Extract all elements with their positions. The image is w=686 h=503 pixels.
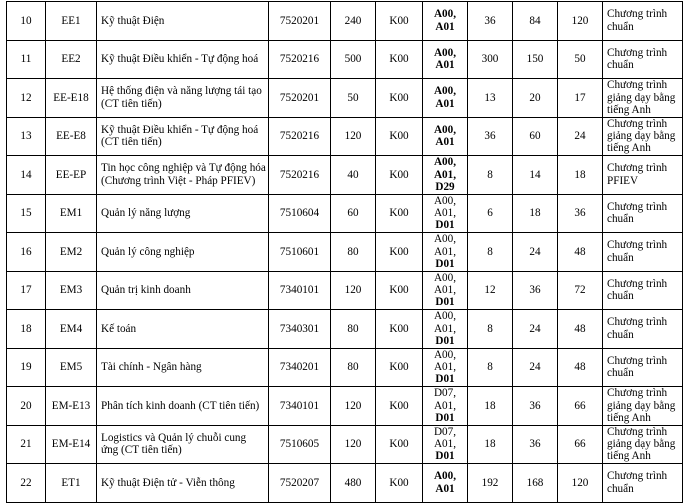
count-3-cell: 66 [558, 387, 603, 426]
program-type-line: giảng dạy bằng [607, 399, 676, 412]
subject-combos-cell [423, 79, 468, 118]
program-type-cell [603, 464, 683, 503]
count-2-cell: 84 [513, 2, 558, 41]
count-2-cell: 168 [513, 464, 558, 503]
program-type-line: giảng dạy bằng [607, 438, 676, 451]
table-row [7, 40, 683, 79]
program-code-cell: EM-E13 [46, 387, 97, 426]
subject-combo: A00, [433, 470, 457, 483]
quota-cell: 240 [331, 2, 376, 41]
subject-combos-cell [423, 194, 468, 233]
count-3-cell: 72 [558, 271, 603, 310]
program-code-cell: EE-E18 [46, 79, 97, 118]
count-2-cell: 20 [513, 79, 558, 118]
subject-combo: D01 [435, 411, 455, 424]
row-number-cell: 18 [7, 310, 46, 349]
subject-combo: A00, [433, 233, 457, 246]
subject-combos-cell [423, 156, 468, 195]
program-code-cell: EE2 [46, 40, 97, 79]
quota-cell: 480 [331, 464, 376, 503]
count-3-cell: 48 [558, 310, 603, 349]
major-code-cell: 7510605 [269, 425, 331, 464]
program-type-cell [603, 194, 683, 233]
subject-combos-cell [423, 2, 468, 41]
quota-cell: 120 [331, 425, 376, 464]
quota-cell: 80 [331, 233, 376, 272]
count-1-cell: 18 [468, 425, 513, 464]
major-code-cell: 7340301 [269, 310, 331, 349]
program-code-cell: EM4 [46, 310, 97, 349]
program-type-line: tiếng Anh [607, 450, 651, 463]
count-1-cell: 18 [468, 387, 513, 426]
program-type-cell [603, 40, 683, 79]
program-type-line: Chương trình [607, 46, 668, 59]
program-type-line: Chương trình [607, 239, 668, 252]
table-row [7, 79, 683, 118]
count-3-cell: 48 [558, 233, 603, 272]
count-1-cell: 8 [468, 156, 513, 195]
count-1-cell: 8 [468, 310, 513, 349]
count-2-cell: 36 [513, 387, 558, 426]
table-row [7, 271, 683, 310]
row-number-cell: 21 [7, 425, 46, 464]
row-number-cell: 14 [7, 156, 46, 195]
subject-combo: A01 [435, 136, 455, 149]
count-1-cell: 8 [468, 348, 513, 387]
program-type-line: Chương trình [607, 354, 668, 367]
program-name-cell: Kỹ thuật Điều khiển - Tự động hoá (CT tiên tiến) [97, 117, 269, 156]
program-code-cell: EE1 [46, 2, 97, 41]
block-cell: K00 [376, 40, 423, 79]
row-number-cell: 19 [7, 348, 46, 387]
block-cell: K00 [376, 79, 423, 118]
table-row [7, 117, 683, 156]
program-code-cell: EM5 [46, 348, 97, 387]
subject-combo: A01 [435, 59, 455, 72]
program-type-line: chuẩn [607, 290, 634, 303]
program-code-cell: EM2 [46, 233, 97, 272]
row-number-cell: 13 [7, 117, 46, 156]
count-1-cell: 192 [468, 464, 513, 503]
count-2-cell: 36 [513, 271, 558, 310]
quota-cell: 80 [331, 348, 376, 387]
count-3-cell: 48 [558, 348, 603, 387]
program-type-line: PFIEV [607, 174, 639, 187]
table-row [7, 348, 683, 387]
block-cell: K00 [376, 233, 423, 272]
count-2-cell: 60 [513, 117, 558, 156]
count-3-cell: 66 [558, 425, 603, 464]
block-cell: K00 [376, 464, 423, 503]
quota-cell: 120 [331, 117, 376, 156]
major-code-cell: 7520207 [269, 464, 331, 503]
quota-cell: 120 [331, 387, 376, 426]
program-type-line: Chương trình [607, 79, 668, 92]
table-row [7, 156, 683, 195]
count-3-cell: 24 [558, 117, 603, 156]
program-type-line: giảng dạy bằng [607, 91, 676, 104]
program-type-line: Chương trình [607, 425, 668, 438]
table-row [7, 387, 683, 426]
major-code-cell: 7520216 [269, 117, 331, 156]
count-1-cell: 36 [468, 2, 513, 41]
program-type-cell [603, 2, 683, 41]
count-3-cell: 36 [558, 194, 603, 233]
program-type-line: Chương trình [607, 387, 668, 400]
row-number-cell: 11 [7, 40, 46, 79]
subject-combo: A01, [433, 322, 457, 335]
count-2-cell: 36 [513, 425, 558, 464]
major-code-cell: 7510604 [269, 194, 331, 233]
program-type-line: Chương trình [607, 316, 668, 329]
program-type-line: tiếng Anh [607, 411, 651, 424]
program-code-cell: EM-E14 [46, 425, 97, 464]
quota-cell: 40 [331, 156, 376, 195]
major-code-cell: 7520201 [269, 79, 331, 118]
subject-combo: A00, [433, 310, 457, 323]
program-type-line: chuẩn [607, 482, 634, 495]
row-number-cell: 20 [7, 387, 46, 426]
admissions-table [6, 1, 683, 503]
subject-combo: A01 [435, 97, 455, 110]
program-code-cell: EM1 [46, 194, 97, 233]
program-type-line: chuẩn [607, 367, 634, 380]
subject-combo: A00, [433, 46, 457, 59]
program-type-line: Chương trình [607, 200, 668, 213]
subject-combo: A01, [433, 168, 457, 181]
block-cell: K00 [376, 117, 423, 156]
program-type-cell [603, 156, 683, 195]
program-type-cell [603, 387, 683, 426]
major-code-cell: 7520216 [269, 156, 331, 195]
row-number-cell: 17 [7, 271, 46, 310]
subject-combo: D01 [435, 296, 455, 309]
program-type-cell [603, 79, 683, 118]
program-type-line: Chương trình [607, 162, 668, 175]
program-name-cell: Logistics và Quản lý chuỗi cung ứng (CT tiên tiến) [97, 425, 269, 464]
program-type-line: chuẩn [607, 59, 634, 72]
program-type-line: Chương trình [607, 8, 668, 21]
major-code-cell: 7340201 [269, 348, 331, 387]
table-row [7, 2, 683, 41]
subject-combos-cell [423, 425, 468, 464]
program-code-cell: EE-E8 [46, 117, 97, 156]
subject-combos-cell [423, 40, 468, 79]
subject-combo: D01 [435, 373, 455, 386]
block-cell: K00 [376, 156, 423, 195]
program-name-cell: Kỹ thuật Điều khiển - Tự động hoá [97, 40, 269, 79]
program-type-line: chuẩn [607, 213, 634, 226]
count-3-cell: 120 [558, 464, 603, 503]
major-code-cell: 7520216 [269, 40, 331, 79]
subject-combo: A00, [433, 194, 457, 207]
subject-combo: A00, [433, 271, 457, 284]
table-body [7, 2, 683, 503]
program-code-cell: EM3 [46, 271, 97, 310]
subject-combos-cell [423, 310, 468, 349]
major-code-cell: 7510601 [269, 233, 331, 272]
program-name-cell: Quản lý năng lượng [97, 194, 269, 233]
count-1-cell: 12 [468, 271, 513, 310]
count-3-cell: 18 [558, 156, 603, 195]
subject-combo: D01 [435, 334, 455, 347]
row-number-cell: 10 [7, 2, 46, 41]
block-cell: K00 [376, 2, 423, 41]
subject-combo: D29 [435, 180, 455, 193]
count-2-cell: 150 [513, 40, 558, 79]
program-type-line: chuẩn [607, 328, 634, 341]
subject-combos-cell [423, 387, 468, 426]
program-type-cell [603, 117, 683, 156]
quota-cell: 120 [331, 271, 376, 310]
program-name-cell: Tài chính - Ngân hàng [97, 348, 269, 387]
major-code-cell: 7520201 [269, 2, 331, 41]
program-type-line: Chương trình [607, 470, 668, 483]
count-2-cell: 24 [513, 310, 558, 349]
subject-combo: D01 [435, 450, 455, 463]
subject-combo: A00, [433, 123, 457, 136]
subject-combo: A00, [433, 8, 457, 21]
count-2-cell: 18 [513, 194, 558, 233]
program-type-line: giảng dạy bằng [607, 130, 676, 143]
subject-combo: A01 [435, 482, 455, 495]
subject-combo: A01, [433, 284, 457, 297]
program-type-cell [603, 271, 683, 310]
row-number-cell: 22 [7, 464, 46, 503]
program-name-cell: Quản lý công nghiệp [97, 233, 269, 272]
program-type-cell [603, 425, 683, 464]
table-row [7, 310, 683, 349]
program-type-line: tiếng Anh [607, 142, 651, 155]
block-cell: K00 [376, 348, 423, 387]
subject-combos-cell [423, 348, 468, 387]
program-type-line: chuẩn [607, 251, 634, 264]
table-row [7, 233, 683, 272]
subject-combos-cell [423, 117, 468, 156]
table-row [7, 425, 683, 464]
major-code-cell: 7340101 [269, 387, 331, 426]
program-type-cell [603, 348, 683, 387]
program-type-cell [603, 233, 683, 272]
quota-cell: 60 [331, 194, 376, 233]
program-name-cell: Quản trị kinh doanh [97, 271, 269, 310]
subject-combo: A01, [433, 245, 457, 258]
program-type-line: Chương trình [607, 277, 668, 290]
subject-combos-cell [423, 464, 468, 503]
block-cell: K00 [376, 194, 423, 233]
row-number-cell: 16 [7, 233, 46, 272]
program-code-cell: EE-EP [46, 156, 97, 195]
subject-combos-cell [423, 271, 468, 310]
major-code-cell: 7340101 [269, 271, 331, 310]
program-type-line: Chương trình [607, 117, 668, 130]
program-type-line: chuẩn [607, 20, 634, 33]
program-type-cell [603, 310, 683, 349]
subject-combo: D01 [435, 257, 455, 270]
subject-combo: A00, [433, 156, 457, 169]
count-1-cell: 36 [468, 117, 513, 156]
count-3-cell: 120 [558, 2, 603, 41]
row-number-cell: 15 [7, 194, 46, 233]
count-3-cell: 17 [558, 79, 603, 118]
program-code-cell: ET1 [46, 464, 97, 503]
quota-cell: 50 [331, 79, 376, 118]
subject-combo: A00, [433, 348, 457, 361]
block-cell: K00 [376, 310, 423, 349]
subject-combo: D07, [433, 425, 457, 438]
program-name-cell: Kế toán [97, 310, 269, 349]
count-2-cell: 24 [513, 233, 558, 272]
program-name-cell: Tin học công nghiệp và Tự động hóa (Chương trình Việt - Pháp PFIEV) [97, 156, 269, 195]
subject-combo: A00, [433, 85, 457, 98]
subject-combo: A01 [435, 20, 455, 33]
subject-combo: D07, [433, 387, 457, 400]
subject-combo: A01, [433, 207, 457, 220]
program-type-line: tiếng Anh [607, 103, 651, 116]
subject-combo: A01, [433, 399, 457, 412]
program-name-cell: Kỹ thuật Điện tử - Viễn thông [97, 464, 269, 503]
subject-combo: A01, [433, 361, 457, 374]
table-row [7, 194, 683, 233]
count-2-cell: 24 [513, 348, 558, 387]
count-1-cell: 8 [468, 233, 513, 272]
block-cell: K00 [376, 271, 423, 310]
row-number-cell: 12 [7, 79, 46, 118]
program-name-cell: Phân tích kinh doanh (CT tiên tiến) [97, 387, 269, 426]
quota-cell: 500 [331, 40, 376, 79]
subject-combo: D01 [435, 219, 455, 232]
count-1-cell: 6 [468, 194, 513, 233]
block-cell: K00 [376, 425, 423, 464]
count-2-cell: 14 [513, 156, 558, 195]
count-3-cell: 50 [558, 40, 603, 79]
table-row [7, 464, 683, 503]
program-name-cell: Hệ thống điện và năng lượng tái tạo (CT tiên tiến) [97, 79, 269, 118]
subject-combos-cell [423, 233, 468, 272]
count-1-cell: 13 [468, 79, 513, 118]
subject-combo: A01, [433, 438, 457, 451]
block-cell: K00 [376, 387, 423, 426]
program-name-cell: Kỹ thuật Điện [97, 2, 269, 41]
count-1-cell: 300 [468, 40, 513, 79]
quota-cell: 80 [331, 310, 376, 349]
